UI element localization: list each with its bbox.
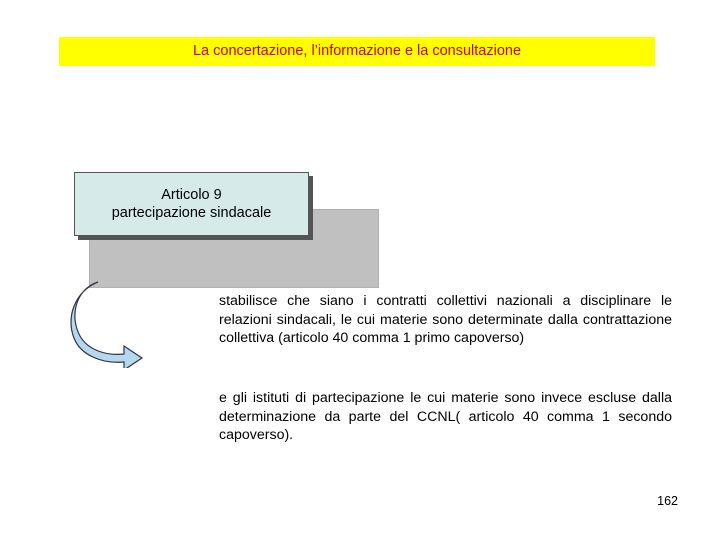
article-box-line2: partecipazione sindacale [111, 205, 272, 221]
curved-arrow-icon [66, 278, 146, 368]
article-box-line1: Articolo 9 [161, 187, 222, 203]
paragraph-2: e gli istituti di partecipazione le cui materie sono invece escluse dalla determinazione da parte del CCNL( articolo 40 comma 1 secondo capoverso). [219, 390, 672, 443]
page-number: 162 [657, 494, 678, 508]
slide-title: La concertazione, l’informazione e la consultazione [59, 37, 655, 66]
article-box [74, 172, 309, 236]
paragraph-1: stabilisce che siano i contratti collettivi nazionali a disciplinare le relazioni sindacali, le cui materie sono determinate dalla contrattazione collettiva (articolo 40 comma 1 primo capoverso) [219, 293, 672, 346]
